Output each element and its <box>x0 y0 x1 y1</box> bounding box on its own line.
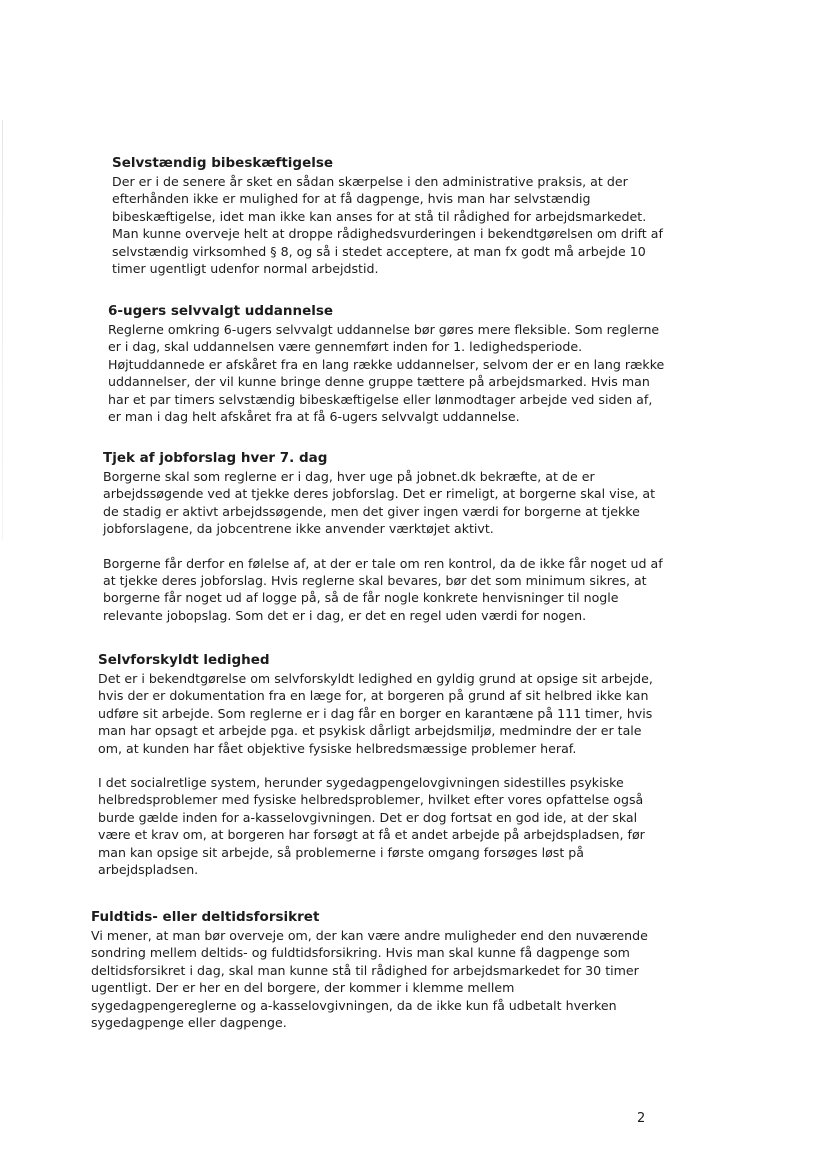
page-number: 2 <box>637 1111 646 1126</box>
section-selvstaendig-bibeskaeftigelse <box>112 154 672 277</box>
section-selvforskyldt-ledighed <box>98 651 658 878</box>
section-paragraph: Borgerne skal som reglerne er i dag, hver uge på jobnet.dk bekræfte, at de er arbejdssøgende ved at tjekke deres jobforslag. Det er rimeligt, at borgerne skal vise, at de stadig er aktivt arbejdssøgende, men det giver ingen værdi for borgerne at tjekke jobforslagene, da jobcentrene ikke anvender værktøjet aktivt. <box>103 469 656 537</box>
section-paragraph: I det socialretlige system, herunder sygedagpengelovgivningen sidestilles psykiske helbredsproblemer med fysiske helbredsproblemer, hvilket efter vores opfattelse også burde gælde inden for a-kasselovgivningen. Det er dog fortsat en god ide, at der skal være et krav om, at borgeren har forsøgt at få et andet arbejde på arbejdspladsen, før man kan opsige sit arbejde, så problemerne i første omgang forsøges løst på arbejdspladsen. <box>98 775 645 878</box>
section-heading: Tjek af jobforslag hver 7. dag <box>103 450 328 466</box>
section-heading: Selvforskyldt ledighed <box>98 652 270 668</box>
section-heading: Fuldtids- eller deltidsforsikret <box>91 909 320 925</box>
section-paragraph: Reglerne omkring 6-ugers selvvalgt uddannelse bør gøres mere fleksible. Som reglerne er i dag, skal uddannelsen være gennemført inden for 1. ledighedsperiode. Højtuddannede er afskåret fra en lang række uddannelser, selvom der er en lang række uddannelser, der vil kunne bringe denne gruppe tættere på arbejdsmarked. Hvis man har et par timers selvstændig bibeskæftigelse eller lønmodtager arbejde ved siden af, er man i dag helt afskåret fra at få 6-ugers selvvalgt uddannelse. <box>108 322 665 425</box>
section-paragraph: Det er i bekendtgørelse om selvforskyldt ledighed en gyldig grund at opsige sit arbejde, hvis der er dokumentation fra en læge for, at borgeren på grund af sit helbred ikke kan udføre sit arbejde. Som reglerne er i dag får en borger en karantæne på 111 timer, hvis man har opsagt et arbejde pga. et psykisk dårligt arbejdsmiljø, medmindre der er tale om, at kunden har fået objektive fysiske helbredsmæssige problemer heraf. <box>98 671 653 756</box>
section-tjek-af-jobforslag <box>103 449 663 624</box>
scan-edge-mark <box>2 120 3 540</box>
section-paragraph: Vi mener, at man bør overveje om, der kan være andre muligheder end den nuværende sondring mellem deltids- og fuldtidsforsikring. Hvis man skal kunne få dagpenge som deltidsforsikret i dag, skal man kunne stå til rådighed for arbejdsmarkedet for 30 timer ugentligt. Der er her en del borgere, der kommer i klemme mellem sygedagpengereglerne og a-kasselovgivningen, da de ikke kun få udbetalt hverken sygedagpenge eller dagpenge. <box>91 928 648 1031</box>
section-paragraph: Borgerne får derfor en følelse af, at der er tale om ren kontrol, da de ikke får noget ud af at tjekke deres jobforslag. Hvis reglerne skal bevares, bør det som minimum sikres, at borgerne får noget ud af logge på, så de får nogle konkrete henvisninger til nogle relevante jobopslag. Som det er i dag, er det en regel uden værdi for nogen. <box>103 555 663 623</box>
section-fuldtids-eller-deltidsforsikret <box>91 908 651 1031</box>
section-paragraph: Man kunne overveje helt at droppe rådighedsvurderingen i bekendtgørelsen om drift af selvstændig virksomhed § 8, og så i stedet acceptere, at man fx godt må arbejde 10 timer ugentligt udenfor normal arbejdstid. <box>112 226 663 277</box>
section-heading: 6-ugers selvvalgt uddannelse <box>108 303 334 319</box>
section-6-ugers-selvvalgt-uddannelse <box>108 302 668 425</box>
section-paragraph: Der er i de senere år sket en sådan skærpelse i den administrative praksis, at der efterhånden ikke er mulighed for at få dagpenge, hvis man har selvstændig bibeskæftigelse, idet man ikke kan anses for at stå til rådighed for arbejdsmarkedet. <box>112 174 647 224</box>
section-heading: Selvstændig bibeskæftigelse <box>112 155 334 171</box>
